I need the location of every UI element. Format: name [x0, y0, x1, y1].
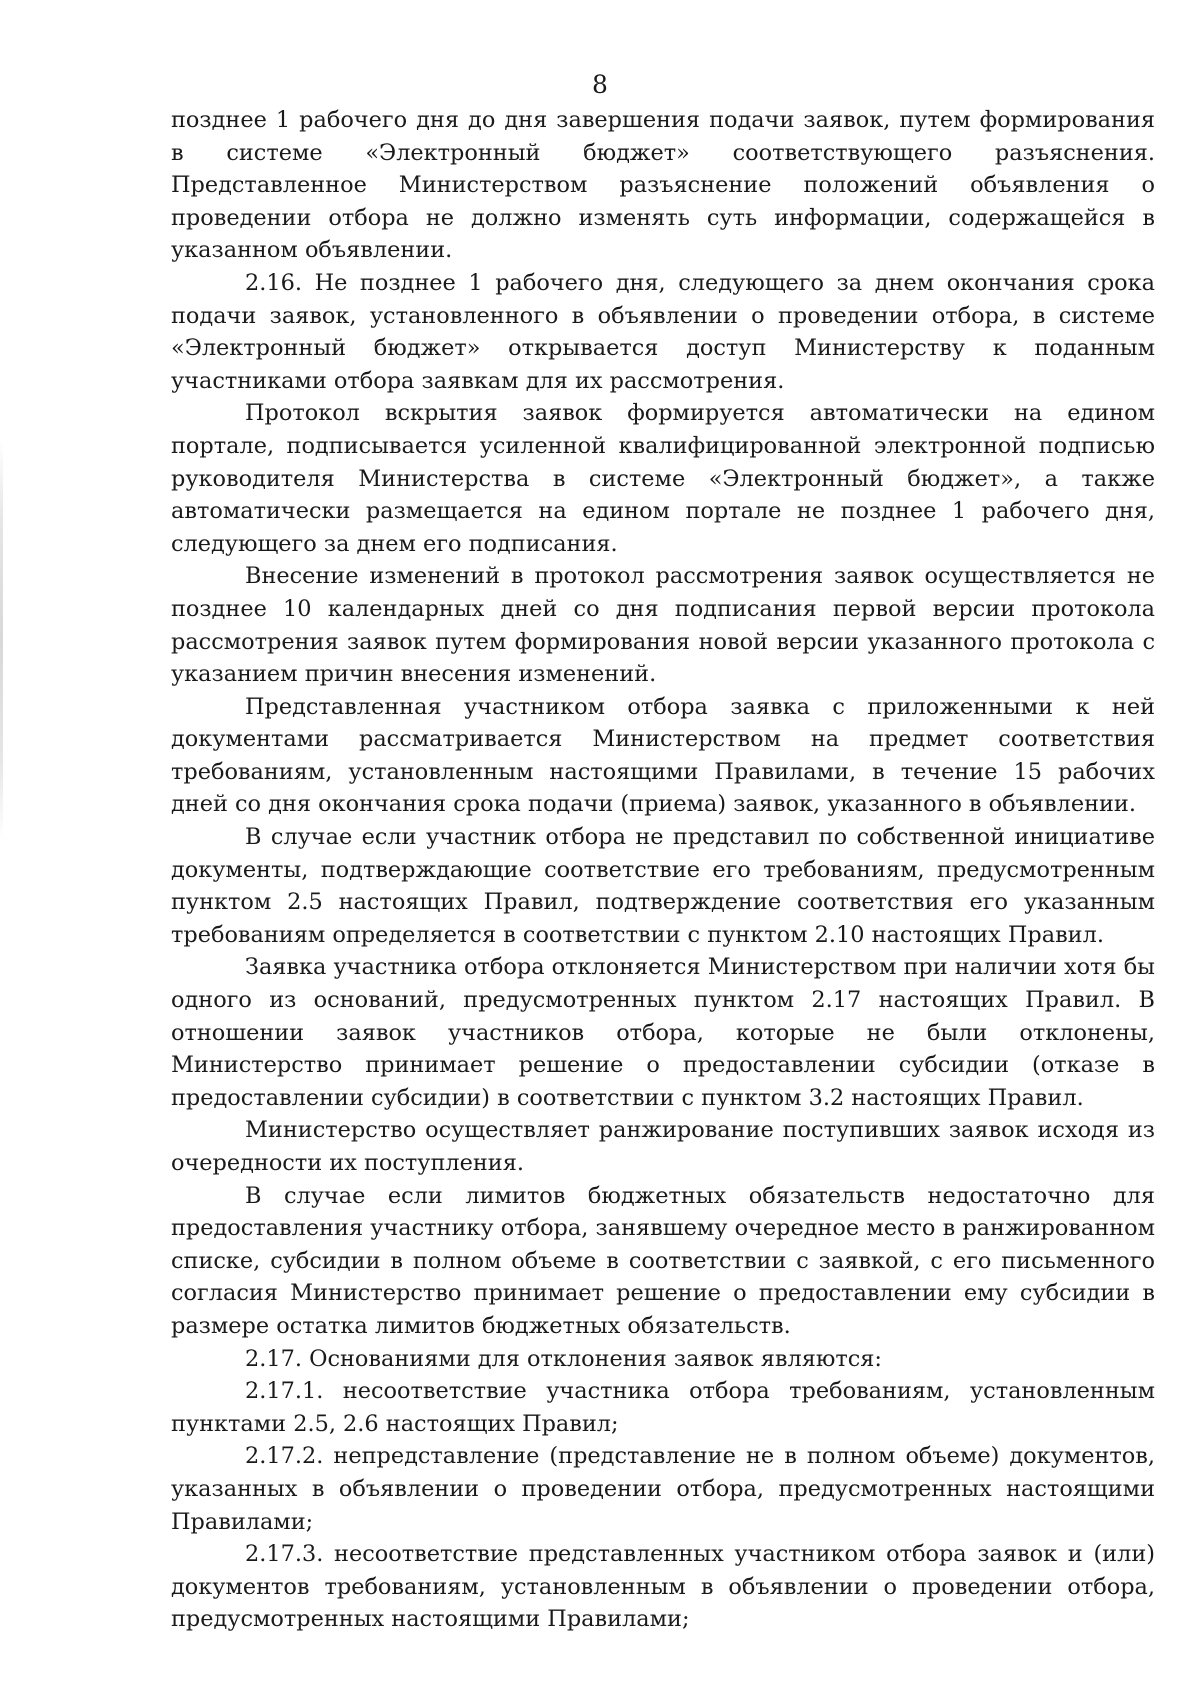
paragraph-opening-protocol: Протокол вскрытия заявок формируется автоматически на едином портале, подписывается усиленной квалифицированной электронной подписью руководителя Министерства в системе «Электронный бюджет», а также автоматически размещается на едином портале не позднее 1 рабочего дня, следующего за днем его подписания.	[171, 400, 1155, 557]
scan-edge-shadow	[0, 440, 3, 840]
paragraph-continuation: позднее 1 рабочего дня до дня завершения подачи заявок, путем формирования в системе «Электронный бюджет» соответствующего разъяснения. Представленное Министерством разъяснение положений объявления о проведении отбора не должно изменять суть информации, содержащейся в указанном объявлении.	[171, 107, 1155, 264]
paragraph-2-17-1: 2.17.1. несоответствие участника отбора требованиям, установленным пунктами 2.5, 2.6 настоящих Правил;	[171, 1378, 1155, 1437]
page-number: 8	[592, 70, 608, 99]
paragraph-2-17-3: 2.17.3. несоответствие представленных участником отбора заявок и (или) документов требованиям, установленным в объявлении о проведении отбора, предусмотренных настоящими Правилами;	[171, 1541, 1155, 1633]
paragraph-2-17-2: 2.17.2. непредставление (представление не в полном объеме) документов, указанных в объявлении о проведении отбора, предусмотренных настоящими Правилами;	[171, 1443, 1155, 1535]
paragraph-insufficient-limits: В случае если лимитов бюджетных обязательств недостаточно для предоставления участнику отбора, занявшему очередное место в ранжированном списке, субсидии в полном объеме в соответствии с заявкой, с его письменного согласия Министерство принимает решение о предоставлении ему субсидии в размере остатка лимитов бюджетных обязательств.	[171, 1182, 1155, 1339]
document-body	[171, 104, 1155, 1636]
paragraph-2-17: 2.17. Основаниями для отклонения заявок являются:	[245, 1345, 882, 1372]
paragraph-ranking: Министерство осуществляет ранжирование поступивших заявок исходя из очередности их поступления.	[171, 1117, 1155, 1176]
paragraph-application-review: Представленная участником отбора заявка с приложенными к ней документами рассматривается Министерством на предмет соответствия требованиям, установленным настоящими Правилами, в течение 15 рабочих дней со дня окончания срока подачи (приема) заявок, указанного в объявлении.	[171, 693, 1155, 818]
paragraph-2-16: 2.16. Не позднее 1 рабочего дня, следующего за днем окончания срока подачи заявок, установленного в объявлении о проведении отбора, в системе «Электронный бюджет» открывается доступ Министерству к поданным участниками отбора заявкам для их рассмотрения.	[171, 269, 1155, 394]
paragraph-protocol-changes: Внесение изменений в протокол рассмотрения заявок осуществляется не позднее 10 календарных дней со дня подписания первой версии протокола рассмотрения заявок путем формирования новой версии указанного протокола с указанием причин внесения изменений.	[171, 563, 1155, 688]
paragraph-documents-confirmation: В случае если участник отбора не представил по собственной инициативе документы, подтверждающие соответствие его требованиям, предусмотренным пунктом 2.5 настоящих Правил, подтверждение соответствия его указанным требованиям определяется в соответствии с пунктом 2.10 настоящих Правил.	[171, 824, 1155, 948]
paragraph-rejection-decision: Заявка участника отбора отклоняется Министерством при наличии хотя бы одного из оснований, предусмотренных пунктом 2.17 настоящих Правил. В отношении заявок участников отбора, которые не были отклонены, Министерство принимает решение о предоставлении субсидии (отказе в предоставлении субсидии) в соответствии с пунктом 3.2 настоящих Правил.	[171, 954, 1155, 1111]
